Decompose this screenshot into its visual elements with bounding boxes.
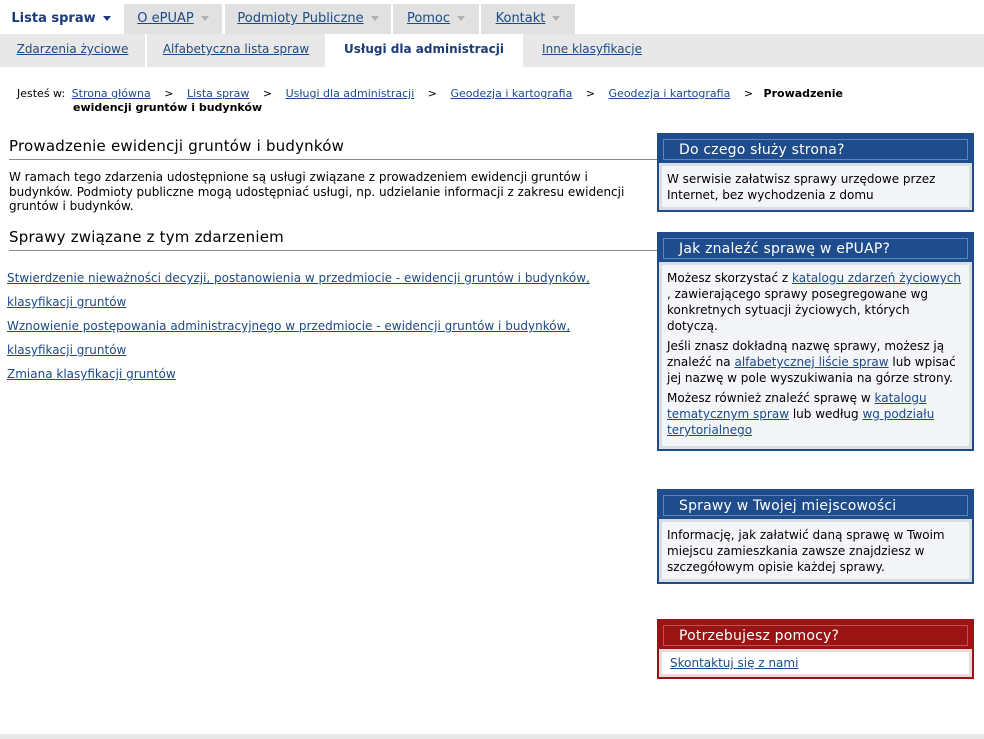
breadcrumb-link-uslugi[interactable]: Usługi dla administracji <box>285 87 415 100</box>
chevron-down-icon <box>552 16 560 21</box>
info-text: lub według <box>789 407 863 421</box>
info-text: lub wpisać jej nazwę w pole wyszukiwania na górze strony. <box>667 355 956 385</box>
subnav-background <box>661 34 984 67</box>
bottom-border <box>0 734 984 739</box>
info-box-how-to-find <box>657 232 974 451</box>
related-link-stwierdzenie-niewaznosci[interactable]: Stwierdzenie nieważności decyzji, postanowienia w przedmiocie - ewidencji gruntów i budynków, <box>7 271 590 285</box>
breadcrumb-current: Prowadzenie <box>763 87 843 100</box>
tab-o-epuap[interactable] <box>124 4 222 34</box>
related-links-list <box>7 266 647 386</box>
top-navigation <box>0 0 984 34</box>
subtab-alfabetyczna-lista[interactable]: Alfabetyczna lista spraw <box>147 34 325 67</box>
subtab-uslugi-dla-administracji[interactable]: Usługi dla administracji <box>327 34 521 67</box>
info-text: Jeśli znasz dokładną nazwę sprawy, możesz ją znaleźć na <box>667 339 945 369</box>
help-box-title: Potrzebujesz pomocy? <box>663 625 968 646</box>
breadcrumb <box>17 87 847 115</box>
chevron-down-icon <box>371 16 379 21</box>
breadcrumb-link-lista-spraw[interactable]: Lista spraw <box>186 87 250 100</box>
related-link-klasyfikacji-gruntow-2[interactable]: klasyfikacji gruntów <box>7 343 127 357</box>
tab-pomoc[interactable] <box>393 4 479 34</box>
breadcrumb-separator: > <box>164 87 174 100</box>
breadcrumb-lead: Jesteś w: <box>17 87 66 100</box>
intro-text: W ramach tego zdarzenia udostępnione są usługi związane z prowadzeniem ewidencji gruntów i budynków. Podmioty publiczne mogą udostępniać usługi, np. udzielanie informacji z zakresu ewidencji gruntów i budynków. <box>9 170 625 213</box>
related-link-zmiana-klasyfikacji[interactable]: Zmiana klasyfikacji gruntów <box>7 367 176 381</box>
info-text: Możesz skorzystać z <box>667 271 793 285</box>
help-box <box>657 619 974 679</box>
breadcrumb-separator: > <box>262 87 273 100</box>
tab-lista-spraw-label: Lista spraw <box>11 11 96 26</box>
info-box-title: Sprawy w Twojej miejscowości <box>663 495 968 516</box>
info-text: Możesz również znaleźć sprawę w <box>667 391 875 405</box>
help-box-header <box>659 621 972 649</box>
info-box-header <box>659 234 972 262</box>
info-box-text: Informację, jak załatwić daną sprawę w Twoim miejscu zamieszkania zawsze znajdziesz w szczegółowym opisie każdej sprawy. <box>667 528 945 574</box>
related-link-klasyfikacji-gruntow-1[interactable]: klasyfikacji gruntów <box>7 295 127 309</box>
info-box-header <box>659 491 972 519</box>
info-box-body <box>662 166 969 207</box>
info-box-local <box>657 489 974 584</box>
tab-kontakt-label: Kontakt <box>495 11 546 26</box>
breadcrumb-link-home[interactable]: Strona główna <box>71 87 151 100</box>
info-box-purpose <box>657 133 974 212</box>
link-podzial-terytorialny[interactable]: wg podziału terytorialnego <box>667 407 935 437</box>
breadcrumb-current-continued: ewidencji gruntów i budynków <box>73 101 263 114</box>
info-box-title: Do czego służy strona? <box>663 139 968 160</box>
info-box-body <box>662 265 969 446</box>
subtab-inne-klasyfikacje[interactable]: Inne klasyfikacje <box>523 34 661 67</box>
subtab-zdarzenia-zyciowe[interactable]: Zdarzenia życiowe <box>0 34 145 67</box>
tab-lista-spraw[interactable] <box>0 4 122 34</box>
info-paragraph-2 <box>667 338 964 386</box>
sub-navigation <box>0 34 984 67</box>
info-box-header <box>659 135 972 163</box>
chevron-down-icon <box>201 16 209 21</box>
info-box-body <box>662 522 969 579</box>
breadcrumb-link-geodezja-1[interactable]: Geodezja i kartografia <box>450 87 573 100</box>
tab-pomoc-label: Pomoc <box>406 11 451 26</box>
help-box-body <box>662 652 969 674</box>
related-link-wznowienie-postepowania[interactable]: Wznowienie postępowania administracyjnego w przedmiocie - ewidencji gruntów i budynków, <box>7 319 571 333</box>
breadcrumb-separator: > <box>427 87 438 100</box>
link-alfabetyczna-lista[interactable]: alfabetycznej liście spraw <box>734 355 889 369</box>
info-text: , zawierającego sprawy posegregowane wg konkretnych sytuacji życiowych, których dotyczą. <box>667 287 929 333</box>
info-box-title: Jak znaleźć sprawę w ePUAP? <box>663 238 968 259</box>
link-katalog-tematyczny[interactable]: katalogu tematycznym spraw <box>667 391 927 421</box>
tab-podmioty-publiczne-label: Podmioty Publiczne <box>237 11 364 26</box>
tab-podmioty-publiczne[interactable] <box>225 4 391 34</box>
info-paragraph-3 <box>667 390 964 438</box>
related-section-title: Sprawy związane z tym zdarzeniem <box>9 228 657 251</box>
contact-link[interactable]: Skontaktuj się z nami <box>670 656 799 670</box>
link-katalog-zdarzen[interactable]: katalogu zdarzeń życiowych <box>792 271 961 285</box>
chevron-down-icon <box>103 16 111 21</box>
page-title: Prowadzenie ewidencji gruntów i budynków <box>9 137 657 160</box>
breadcrumb-link-geodezja-2[interactable]: Geodezja i kartografia <box>608 87 731 100</box>
breadcrumb-separator: > <box>743 87 754 100</box>
chevron-down-icon <box>457 16 465 21</box>
info-box-text: W serwisie załatwisz sprawy urzędowe przez Internet, bez wychodzenia z domu <box>667 172 936 202</box>
tab-o-epuap-label: O ePUAP <box>137 11 194 26</box>
info-paragraph-1 <box>667 270 964 334</box>
tab-kontakt[interactable] <box>481 4 575 34</box>
breadcrumb-line-1 <box>17 87 847 101</box>
breadcrumb-separator: > <box>585 87 596 100</box>
